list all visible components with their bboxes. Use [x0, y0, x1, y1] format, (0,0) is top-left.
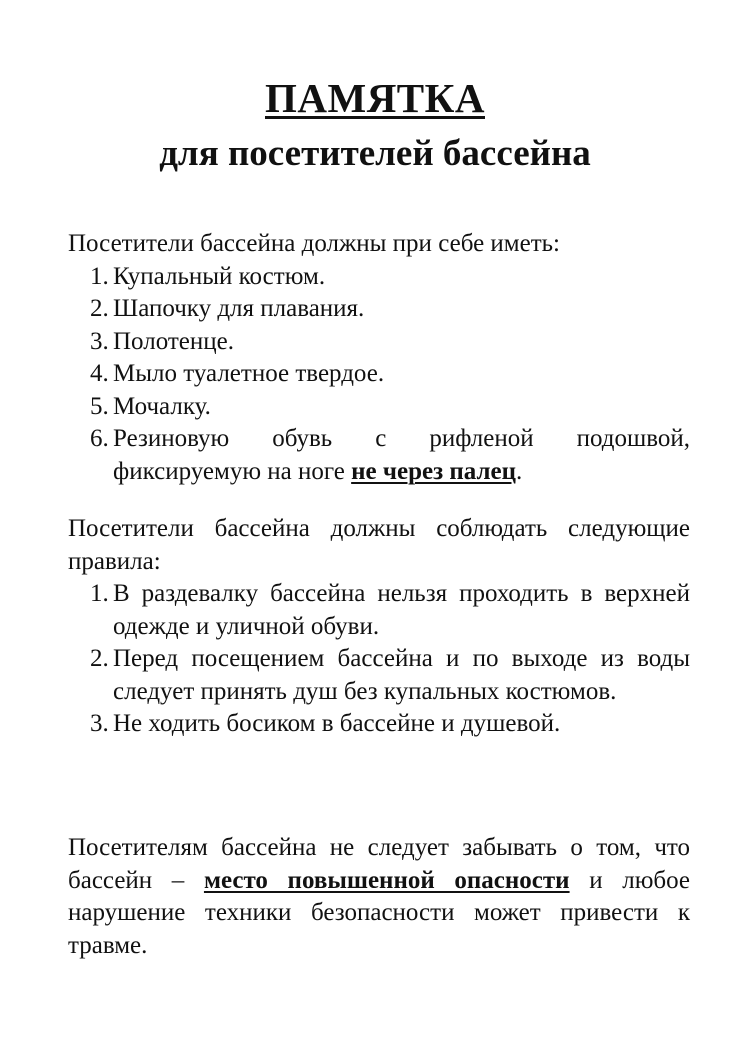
list-item — [68, 578, 690, 643]
list-item-number: 1. — [90, 580, 109, 607]
list-item-text: Мыло туалетное твердое. — [113, 360, 385, 387]
list-item-text: Перед посещением бассейна и по выходе из воды следует принять душ без купальных костюмов. — [113, 645, 690, 705]
list-item — [68, 293, 690, 326]
section-intro: Посетители бассейна должны при себе иметь: — [68, 230, 560, 257]
list-item-number: 5. — [90, 392, 109, 420]
list-item-number: 2. — [90, 645, 109, 672]
list-item-text: Купальный костюм. — [113, 262, 326, 290]
list-item-number: 6. — [90, 425, 109, 452]
list-item-number: 4. — [90, 360, 109, 387]
list-item — [68, 391, 690, 424]
list-item — [68, 358, 690, 391]
document-subtitle: для посетителей бассейна — [159, 133, 591, 174]
section-intro: Посетители бассейна должны соблюдать следующие правила: — [68, 515, 690, 575]
list-item-number: 2. — [90, 295, 109, 322]
rules-list — [68, 578, 690, 741]
section-required-items — [68, 228, 690, 488]
emphasis-text: место повышенной опасности — [203, 866, 570, 894]
list-item — [68, 261, 690, 294]
list-item — [68, 708, 690, 741]
list-item-text: Резиновую обувь с рифленой подошвой, фиксируемую на ноге — [113, 425, 690, 485]
list-item — [68, 423, 690, 488]
required-items-list — [68, 261, 690, 489]
list-item-text-end: . — [516, 457, 523, 485]
list-item-text: Шапочку для плавания. — [113, 295, 365, 322]
list-item — [68, 643, 690, 708]
warning-text-end: и любое нарушение техники безопасности может привести к травме. — [68, 866, 690, 959]
emphasis-text: не через палец — [351, 457, 517, 485]
section-rules — [68, 513, 690, 741]
list-item-number: 3. — [90, 327, 109, 355]
list-item-text: Мочалку. — [113, 392, 211, 420]
list-item-text: Полотенце. — [113, 327, 234, 355]
list-item — [68, 326, 690, 359]
section-warning — [68, 832, 690, 962]
title-text: ПАМЯТКА — [265, 75, 485, 121]
list-item-number: 3. — [90, 710, 109, 737]
list-item-text: В раздевалку бассейна нельзя проходить в верхней одежде и уличной обуви. — [113, 580, 690, 640]
list-item-text: Не ходить босиком в бассейне и душевой. — [113, 710, 561, 737]
warning-text: Посетителям бассейна не следует забывать о том, что бассейн – — [68, 834, 690, 894]
document-title — [0, 74, 750, 122]
list-item-number: 1. — [90, 262, 109, 290]
